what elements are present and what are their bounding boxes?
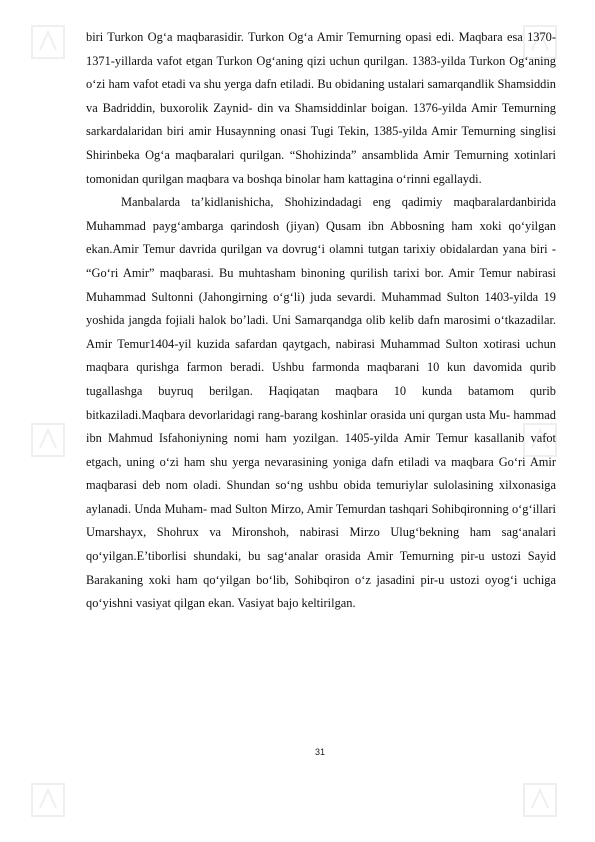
watermark-icon xyxy=(520,780,560,820)
watermark-icon xyxy=(28,22,68,62)
page-number: 31 xyxy=(314,747,325,757)
paragraph-1: biri Turkon Og‘a maqbarasidir. Turkon Og‘a Amir Temurning opasi edi. Maqbara esa 1370-1371-yillarda vafot etgan Turkon Og‘aning qizi uchun qurilgan. 1383-yilda Turkon Og‘aning o‘zi ham vafot etadi va shu yerga dafn etiladi. Bu obidaning ustalari samarqandlik Shamsiddin va Badriddin, buxorolik Zaynid- din va Shamsiddinlar boigan. 1376-yilda Amir Temurning sarkardalaridan biri amir Husaynning onasi Tugi Tekin, 1385-yilda Amir Temurning singlisi Shirinbeka Og‘a maqbaralari qurilgan. “Shohizinda” ansamblida Amir Temurning xotinlari tomonidan qurilgan maqbara va boshqa binolar ham kattagina o‘rinni egallaydi. xyxy=(86,30,556,186)
body-text xyxy=(86,26,556,616)
watermark-icon xyxy=(28,780,68,820)
watermark-icon xyxy=(28,420,68,460)
paragraph-2: Manbalarda ta’kidlanishicha, Shohizindadagi eng qadimiy maqbaralardanbirida Muhammad payg‘ambarga qarindosh (jiyan) Qusam ibn Abbosning ham xoki qo‘yilgan ekan.Amir Temur davrida qurilgan va dovrug‘i olamni tutgan tarixiy obidalardan yana biri - “Go‘ri Amir” maqbarasi. Bu muhtasham binoning qurilish tarixi bor. Amir Temur nabirasi Muhammad Sultonni (Jahongirning o‘g‘li) juda sevardi. Muhammad Sulton 1403-yilda 19 yoshida jangda fojiali halok bo’ladi. Uni Samarqandga olib kelib dafn marosimi o‘tkazadilar. Amir Temur1404-yil kuzida safardan qaytgach, nabirasi Muhammad Sulton xotirasi uchun maqbara qurishga farmon beradi. Ushbu farmonda maqbarani 10 kun davomida qurib tugallashga buyruq berilgan. Haqiqatan maqbara 10 kunda batamom qurib bitkaziladi.Maqbara devorlaridagi rang-barang koshinlar orasida uni qurgan usta Mu- hammad ibn Mahmud Isfahoniyning nomi ham yozilgan. 1405-yilda Amir Temur kasallanib vafot etgach, uning o‘zi ham shu yerga nevarasining yoniga dafn etiladi va maqbara Go‘ri Amir maqbarasi deb nom oladi. Shundan so‘ng ushbu obida temuriylar sulolasining xilxonasiga aylanadi. Unda Muham- mad Sulton Mirzo, Amir Temurdan tashqari Sohibqironning o‘g‘illari Umarshayx, Shohrux va Mironshoh, nabirasi Mirzo Ulug‘bekning ham sag‘analari qo‘yilgan.E’tiborlisi shundaki, bu sag‘analar orasida Amir Temurning pir-u ustozi Sayid Barakaning xoki ham qo‘yilgan bo‘lib, Sohibqiron o‘z jasadini pir-u ustozi oyog‘i uchiga qo‘yishni vasiyat qilgan ekan. Vasiyat bajo keltirilgan. xyxy=(86,195,556,611)
